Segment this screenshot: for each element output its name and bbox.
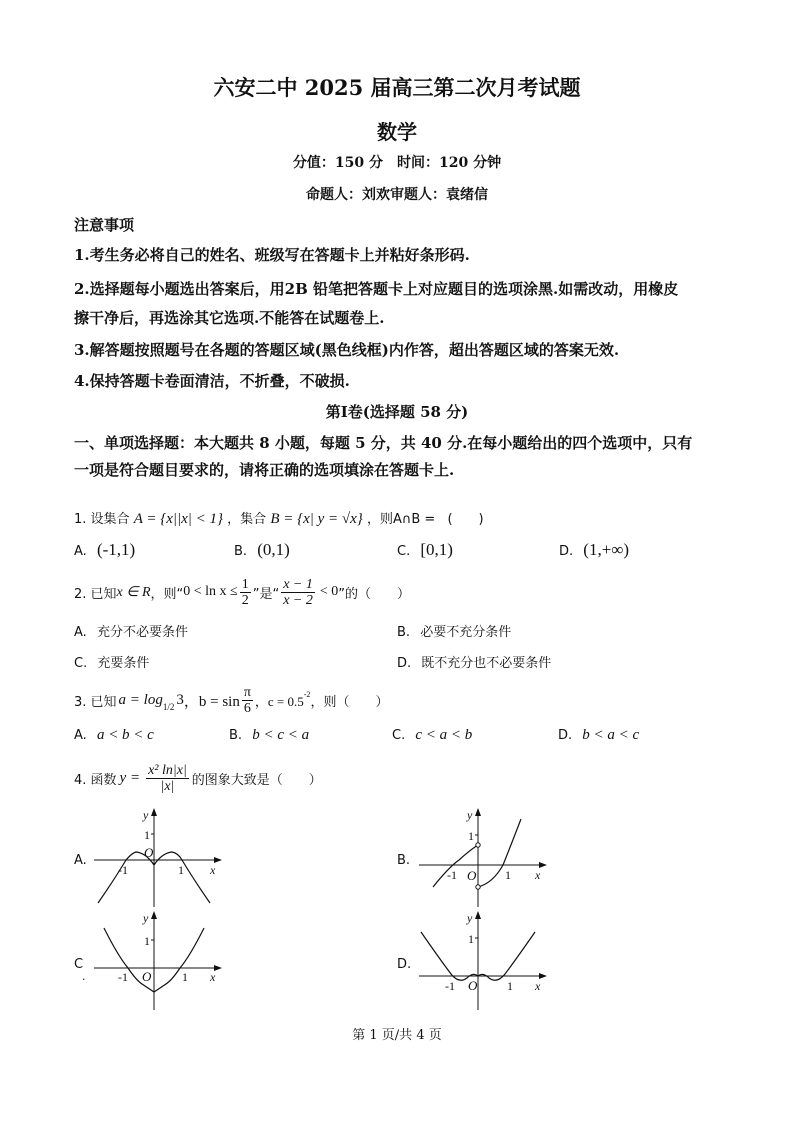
q3-b-expr: ，b = sin (183, 693, 240, 710)
q2-text2: ”是“ (252, 586, 280, 602)
svg-text:x: x (210, 863, 216, 877)
q4-fraction (146, 763, 189, 794)
q2-stem (74, 572, 410, 612)
q3-option-b-label: B. (229, 728, 243, 743)
q1-option-a (74, 540, 135, 560)
graph-a (90, 805, 225, 910)
subject-title: 数学 (377, 120, 417, 144)
q2-fraction (281, 577, 315, 608)
q2-frac-den: x − 2 (283, 592, 313, 608)
svg-text:1: 1 (507, 979, 513, 993)
q2-option-d-value: 既不充分也不必要条件 (421, 656, 552, 671)
notice-item-1: 1.考生务必将自己的姓名、班级写在答题卡上并粘好条形码. (74, 246, 470, 264)
q3-c-exp: -2 (303, 689, 311, 699)
q2-option-b-label: B. (397, 625, 411, 640)
q2-cond: x ∈ R (116, 584, 151, 600)
svg-text:y: y (143, 808, 149, 822)
svg-text:1: 1 (178, 863, 184, 877)
svg-text:O: O (467, 868, 477, 883)
q1-option-a-label: A. (74, 544, 87, 559)
section-intro-1: 一、单项选择题：本大题共 8 小题，每题 5 分，共 40 分.在每小题给出的四个选项中，只有 (74, 434, 693, 452)
q2-text3: ”的（ ） (338, 586, 411, 602)
graph-d (415, 908, 550, 1013)
q4-label-c: C (74, 957, 84, 972)
q4-y-eq: y = (119, 769, 141, 786)
notice-heading: 注意事项 (74, 216, 135, 234)
q1-option-b-value: (0,1) (257, 540, 290, 559)
q2-ineq2: < 0 (319, 584, 339, 599)
q2-option-b-value: 必要不充分条件 (420, 625, 512, 640)
svg-text:1: 1 (468, 829, 474, 843)
q2-option-d-label: D. (397, 656, 412, 671)
svg-text:x: x (535, 979, 541, 993)
q4-stem (74, 753, 322, 803)
graph-b (415, 805, 550, 910)
q2-ineq1: 0 < ln x ≤ (183, 584, 238, 599)
notice-item-2-cont: 擦干净后，再选涂其它选项.不能答在试题卷上. (74, 309, 385, 327)
svg-text:y: y (143, 911, 149, 925)
q1-option-d-value: (1,+∞) (583, 540, 630, 559)
authors: 命题人：刘欢审题人：袁绪信 (306, 187, 488, 203)
q3-a-expr: a = log (118, 691, 163, 708)
q3-pi-frac (242, 685, 253, 716)
exam-title: 六安二中 2025 届高三第二次月考试题 (213, 75, 581, 100)
q3-option-a-label: A. (74, 728, 87, 743)
q1-suffix: ，则A∩B = (366, 512, 436, 527)
q4-label-d: D. (397, 957, 412, 972)
q1-option-c (397, 540, 453, 560)
page-footer: 第 1 页/共 4 页 (352, 1028, 442, 1043)
q4-suffix: 的图象大致是（ ） (191, 772, 322, 788)
q1-paren: ( ) (447, 512, 484, 527)
q4-label-c-dot: . (82, 970, 86, 983)
q2-option-a-value: 充分不必要条件 (96, 625, 188, 640)
q4-den: |x| (160, 778, 175, 794)
q3-a-arg: 3 (176, 691, 184, 708)
graph-c (90, 908, 225, 1013)
q2-text1: ，则“ (150, 586, 184, 602)
section-title: 第Ⅰ卷(选择题 58 分) (325, 403, 469, 421)
q1-option-c-label: C. (397, 544, 411, 559)
svg-text:-1: -1 (445, 979, 455, 993)
q1-prefix: 1. 设集合 (74, 512, 130, 527)
q3-pi-num: π (243, 684, 251, 700)
q1-option-c-value: [0,1) (420, 540, 453, 559)
q3-pi-den: 6 (243, 700, 251, 716)
notice-item-3: 3.解答题按照题号在各题的答题区域(黑色线框)内作答，超出答题区域的答案无效. (74, 341, 620, 359)
q3-option-a-value: a < b < c (96, 727, 154, 743)
q2-prefix: 2. 已知 (74, 586, 117, 602)
q4-label-a: A. (74, 853, 87, 868)
q3-option-c (392, 727, 472, 744)
svg-text:1: 1 (505, 868, 511, 882)
q1-set-b: B = {x| y = √x} (270, 511, 363, 527)
q3-option-a (74, 727, 154, 744)
q3-option-d (558, 727, 639, 744)
q3-option-b (229, 727, 309, 744)
q2-option-a-label: A. (74, 625, 87, 640)
q2-half-den: 2 (241, 592, 249, 608)
svg-text:1: 1 (182, 970, 188, 984)
q2-frac-num: x − 1 (283, 576, 313, 592)
q3-option-c-value: c < a < b (415, 727, 473, 743)
q3-a-base: 1/2 (162, 702, 175, 712)
svg-text:x: x (535, 868, 541, 882)
notice-item-4: 4.保持答题卡卷面清洁，不折叠，不破损. (74, 372, 350, 390)
q1-option-d-label: D. (559, 544, 574, 559)
q2-half (240, 577, 251, 608)
svg-text:1: 1 (144, 828, 150, 842)
q1-stem (74, 508, 484, 528)
q4-num: x² ln|x| (148, 762, 187, 778)
svg-text:O: O (144, 845, 154, 860)
q3-option-c-label: C. (392, 728, 406, 743)
svg-text:x: x (210, 970, 216, 984)
q2-option-a (74, 621, 188, 640)
q3-stem (74, 682, 388, 718)
svg-text:-1: -1 (447, 868, 457, 882)
q3-option-b-value: b < c < a (252, 727, 310, 743)
q3-option-d-value: b < a < c (582, 727, 640, 743)
q1-option-d (559, 540, 629, 560)
svg-text:1: 1 (144, 934, 150, 948)
svg-text:-1: -1 (118, 970, 128, 984)
q2-option-d (397, 652, 551, 671)
svg-text:O: O (468, 978, 478, 993)
q2-option-c-label: C. (74, 656, 88, 671)
q1-option-b-label: B. (234, 544, 248, 559)
score-time: 分值：150 分 时间：120 分钟 (292, 155, 502, 171)
q1-option-b (234, 540, 290, 560)
q1-mid: ，集合 (227, 512, 267, 527)
notice-item-2: 2.选择题每小题选出答案后，用2B 铅笔把答题卡上对应题目的选项涂黑.如需改动，用橡皮 (74, 280, 679, 298)
q3-c-expr: ，c = 0.5 (254, 693, 304, 709)
q3-option-d-label: D. (558, 728, 573, 743)
svg-text:-1: -1 (118, 863, 128, 877)
q3-prefix: 3. 已知 (74, 694, 117, 710)
svg-text:y: y (467, 808, 473, 822)
q4-prefix: 4. 函数 (74, 772, 117, 788)
q2-option-c-value: 充要条件 (97, 656, 150, 671)
q2-option-b (397, 621, 511, 640)
q1-option-a-value: (-1,1) (96, 540, 136, 559)
q2-half-num: 1 (241, 576, 249, 592)
q1-set-a: A = {x||x| < 1} (133, 511, 224, 527)
q3-suffix: ，则（ ） (310, 694, 389, 710)
q2-option-c (74, 652, 149, 671)
q4-label-b: B. (397, 853, 411, 868)
section-intro-2: 一项是符合题目要求的，请将正确的选项填涂在答题卡上. (74, 461, 455, 479)
svg-text:y: y (467, 911, 473, 925)
svg-text:O: O (142, 969, 152, 984)
svg-text:1: 1 (468, 932, 474, 946)
